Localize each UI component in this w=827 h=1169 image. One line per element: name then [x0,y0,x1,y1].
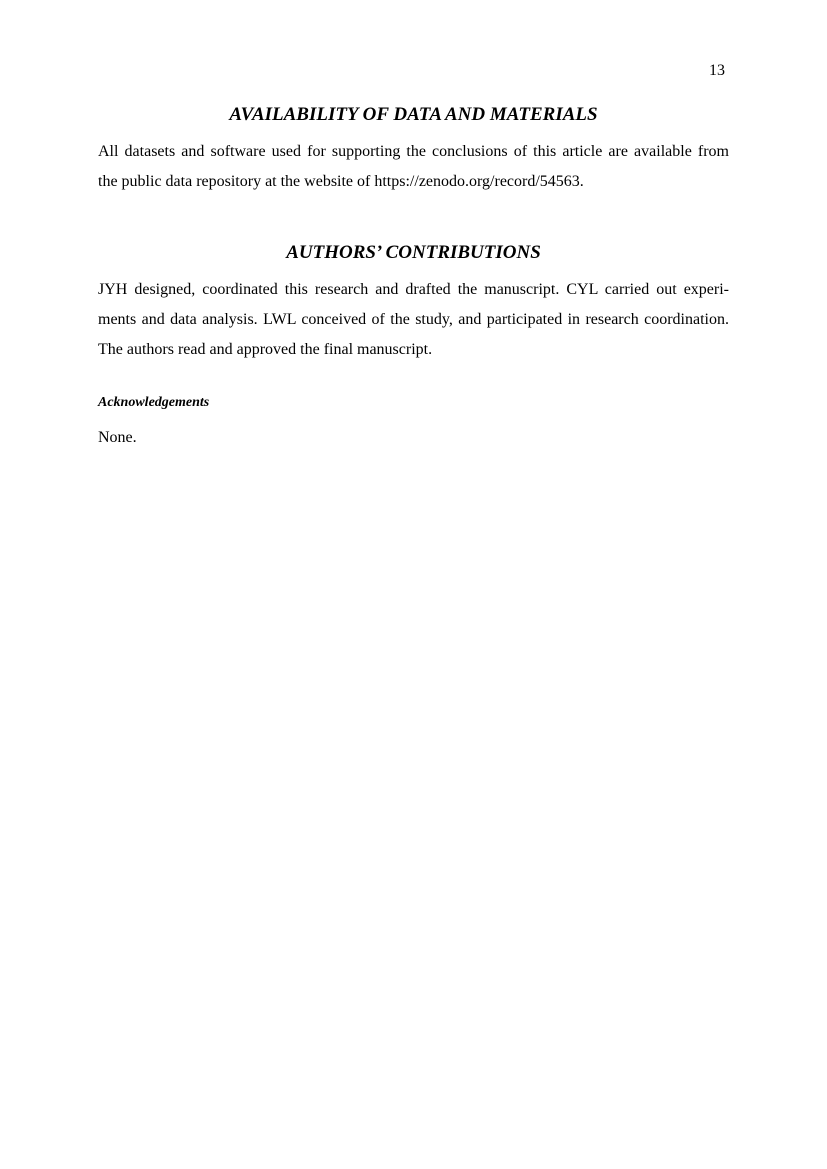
acknowledgements-text: None. [98,429,137,446]
availability-paragraph [98,137,729,197]
availability-line-2: the public data repository at the website of https://zenodo.org/record/54563. [98,173,584,190]
contributions-heading: AUTHORS’ CONTRIBUTIONS [286,242,541,263]
availability-line-1: All datasets and software used for supporting the conclusions of this article are available from [98,143,729,160]
contributions-paragraph [98,275,729,365]
acknowledgements-heading: Acknowledgements [98,395,210,410]
contributions-line-1: JYH designed, coordinated this research and drafted the manuscript. CYL carried out experi- [98,281,729,298]
availability-heading: AVAILABILITY OF DATA AND MATERIALS [229,104,598,125]
page-number: 13 [709,62,725,79]
contributions-line-3: The authors read and approved the final manuscript. [98,341,433,358]
contributions-line-2: ments and data analysis. LWL conceived of the study, and participated in research coordination. [98,311,729,328]
